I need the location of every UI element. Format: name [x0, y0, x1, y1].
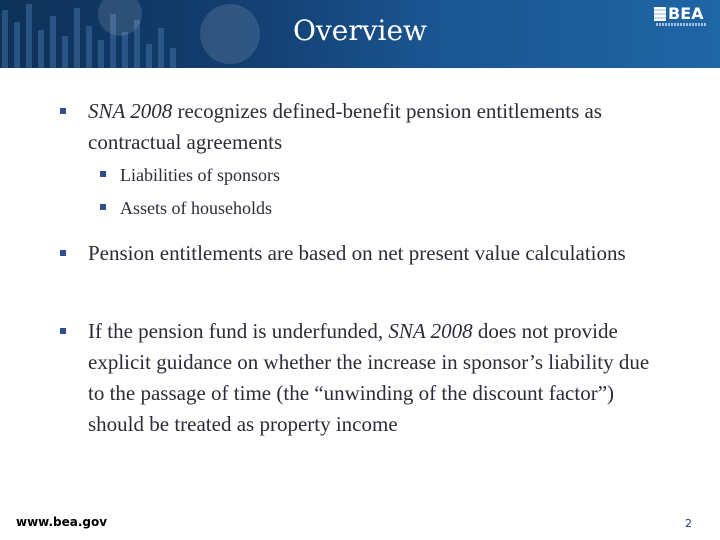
sub-bullet-square-icon: [100, 171, 106, 177]
sub-bullet-text: Assets of households: [120, 198, 272, 218]
bullet-text-pre: If the pension fund is underfunded,: [88, 319, 389, 343]
bullet-emphasis: SNA 2008: [388, 319, 473, 343]
bullet-square-icon: [60, 250, 66, 256]
bullet-text: recognizes defined-benefit pension entitlements as contractual agreements: [88, 99, 602, 154]
bea-logo: [654, 4, 710, 30]
bea-logo-text: BEA: [668, 4, 704, 23]
sub-bullet-item: [120, 197, 660, 219]
bea-logo-tagline-graphic: [656, 23, 706, 26]
bea-logo-icon: [654, 7, 666, 21]
bullet-emphasis: SNA 2008: [88, 99, 173, 123]
bullet-text: Pension entitlements are based on net present value calculations: [88, 241, 626, 265]
bullet-item: [88, 96, 668, 158]
bullet-item: [88, 316, 668, 440]
bullet-square-icon: [60, 108, 66, 114]
slide-title: Overview: [292, 14, 428, 47]
sub-bullet-item: [120, 164, 660, 186]
footer-url: www.bea.gov: [16, 515, 108, 529]
sub-bullet-square-icon: [100, 204, 106, 210]
page-number: 2: [685, 517, 692, 530]
sub-bullet-text: Liabilities of sponsors: [120, 165, 280, 185]
bullet-item: [88, 238, 668, 269]
bullet-square-icon: [60, 328, 66, 334]
bullet-text-post: does not provide explicit guidance on whether the increase in sponsor’s liability due to the passage of time (the “unwinding of the discount factor”) should be treated as property income: [88, 319, 650, 436]
slide-header: [0, 0, 720, 68]
